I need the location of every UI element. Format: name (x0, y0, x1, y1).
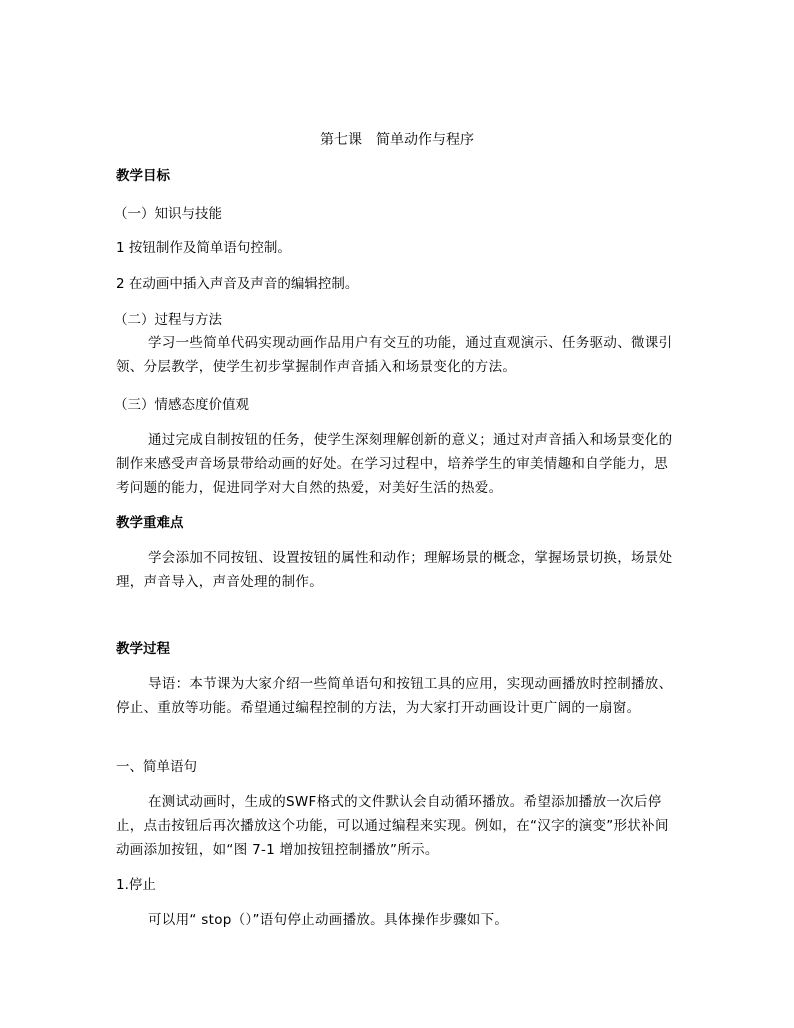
knowledge-item-1: 1 按钮制作及简单语句控制。 (116, 240, 291, 256)
simple-paragraph: 在测试动画时，生成的SWF格式的文件默认会自动循环播放。希望添加播放一次后停止，点击按钮后再次播放这个功能，可以通过编程来实现。例如，在“汉字的演变”形状补间动画添加按钮，如“图 7-1 增加按钮控制播放”所示。 (116, 794, 669, 858)
simple-heading: 一、简单语句 (116, 759, 197, 775)
knowledge-heading: （一）知识与技能 (114, 206, 222, 222)
page-title: 第七课 简单动作与程序 (320, 132, 474, 148)
stop-heading: 1.停止 (116, 877, 156, 893)
procedure-heading: 教学过程 (116, 641, 170, 657)
process-heading: （二）过程与方法 (114, 312, 222, 328)
keypoints-paragraph: 学会添加不同按钮、设置按钮的属性和动作；理解场景的概念，掌握场景切换，场景处理，声音导入，声音处理的制作。 (116, 550, 673, 590)
knowledge-item-2: 2 在动画中插入声音及声音的编辑控制。 (116, 276, 359, 292)
emotion-heading: （三）情感态度价值观 (114, 397, 249, 413)
objectives-heading: 教学目标 (116, 168, 170, 184)
emotion-paragraph: 通过完成自制按钮的任务，使学生深刻理解创新的意义；通过对声音插入和场景变化的制作来感受声音场景带给动画的好处。在学习过程中，培养学生的审美情趣和自学能力，思考问题的能力，促进同学对大自然的热爱，对美好生活的热爱。 (116, 432, 673, 496)
intro-paragraph: 导语：本节课为大家介绍一些简单语句和按钮工具的应用，实现动画播放时控制播放、停止、重放等功能。希望通过编程控制的方法，为大家打开动画设计更广阔的一扇窗。 (116, 676, 673, 716)
keypoints-heading: 教学重难点 (116, 515, 184, 531)
process-paragraph: 学习一些简单代码实现动画作品用户有交互的功能，通过直观演示、任务驱动、微课引领、分层教学，使学生初步掌握制作声音插入和场景变化的方法。 (116, 335, 673, 375)
stop-paragraph: 可以用“ stop（）”语句停止动画播放。具体操作步骤如下。 (148, 912, 509, 928)
